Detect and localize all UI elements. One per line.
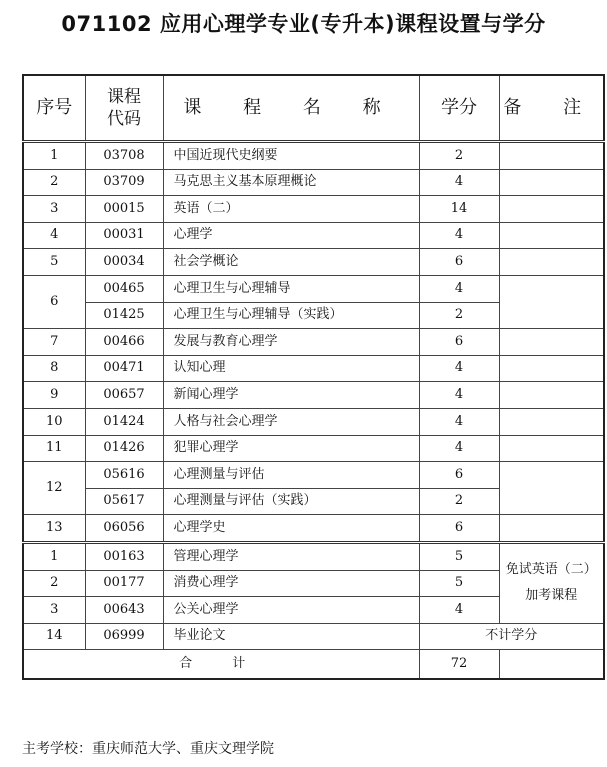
extra-credit: 4 xyxy=(419,597,499,624)
row-credit: 4 xyxy=(419,222,499,249)
row-credit: 4 xyxy=(419,169,499,196)
row-name: 心理学史 xyxy=(163,515,419,543)
extra-note: 免试英语（二）加考课程 xyxy=(499,542,604,623)
thesis-name: 毕业论文 xyxy=(163,623,419,650)
table-row xyxy=(23,382,604,409)
row-seq: 10 xyxy=(23,408,85,435)
row-note xyxy=(499,515,604,543)
row-credit: 4 xyxy=(419,382,499,409)
row-name: 社会学概论 xyxy=(163,249,419,276)
row-credit: 4 xyxy=(419,355,499,382)
row-name: 英语（二） xyxy=(163,196,419,223)
row-note xyxy=(499,142,604,170)
row-seq: 13 xyxy=(23,515,85,543)
table-header-row xyxy=(23,75,604,142)
footer-exam-schools: 主考学校：重庆师范大学、重庆文理学院 xyxy=(22,741,274,757)
row-seq: 8 xyxy=(23,355,85,382)
row-seq: 1 xyxy=(23,142,85,170)
row-code: 00466 xyxy=(85,329,163,356)
row-credit: 2 xyxy=(419,488,499,515)
row-name: 新闻心理学 xyxy=(163,382,419,409)
total-row xyxy=(23,650,604,680)
extra-seq: 1 xyxy=(23,542,85,570)
row-code: 00465 xyxy=(85,275,163,302)
row-note xyxy=(499,222,604,249)
extra-name: 管理心理学 xyxy=(163,542,419,570)
page-title: 071102 应用心理学专业(专升本)课程设置与学分 xyxy=(61,12,546,36)
row-code: 00471 xyxy=(85,355,163,382)
row-credit: 4 xyxy=(419,435,499,462)
table-row xyxy=(23,169,604,196)
row-note xyxy=(499,169,604,196)
row-name: 心理测量与评估（实践） xyxy=(163,488,419,515)
thesis-credit-note: 不计学分 xyxy=(419,623,604,650)
header-credit: 学分 xyxy=(419,75,499,142)
extra-name: 公关心理学 xyxy=(163,597,419,624)
extra-code: 00163 xyxy=(85,542,163,570)
row-seq: 3 xyxy=(23,196,85,223)
header-note: 备 注 xyxy=(499,75,604,142)
row-code: 00657 xyxy=(85,382,163,409)
header-seq: 序号 xyxy=(23,75,85,142)
row-seq: 12 xyxy=(23,462,85,515)
row-seq: 2 xyxy=(23,169,85,196)
total-label: 合 计 xyxy=(23,650,419,680)
row-seq: 5 xyxy=(23,249,85,276)
table-row xyxy=(23,515,604,543)
row-name: 认知心理 xyxy=(163,355,419,382)
row-seq: 11 xyxy=(23,435,85,462)
table-row xyxy=(23,355,604,382)
table-row xyxy=(23,435,604,462)
extra-name: 消费心理学 xyxy=(163,570,419,597)
table-row xyxy=(23,249,604,276)
row-note xyxy=(499,329,604,356)
row-credit: 2 xyxy=(419,302,499,329)
row-seq: 6 xyxy=(23,275,85,328)
row-name: 人格与社会心理学 xyxy=(163,408,419,435)
row-note xyxy=(499,196,604,223)
row-credit: 14 xyxy=(419,196,499,223)
row-code: 05616 xyxy=(85,462,163,489)
row-note xyxy=(499,435,604,462)
extra-seq: 2 xyxy=(23,570,85,597)
row-code: 03709 xyxy=(85,169,163,196)
row-note xyxy=(499,382,604,409)
extra-credit: 5 xyxy=(419,542,499,570)
row-name: 心理测量与评估 xyxy=(163,462,419,489)
row-credit: 6 xyxy=(419,515,499,543)
table-row xyxy=(23,275,604,302)
header-code xyxy=(85,75,163,142)
row-note xyxy=(499,408,604,435)
thesis-seq: 14 xyxy=(23,623,85,650)
row-seq: 9 xyxy=(23,382,85,409)
row-code: 01425 xyxy=(85,302,163,329)
header-code-line1: 课程 xyxy=(107,86,141,107)
thesis-row xyxy=(23,623,604,650)
row-credit: 6 xyxy=(419,462,499,489)
row-note xyxy=(499,275,604,328)
row-code: 00031 xyxy=(85,222,163,249)
row-code: 01426 xyxy=(85,435,163,462)
course-table xyxy=(22,74,605,680)
row-credit: 2 xyxy=(419,142,499,170)
row-name: 心理卫生与心理辅导（实践） xyxy=(163,302,419,329)
total-value: 72 xyxy=(419,650,499,680)
row-note xyxy=(499,462,604,515)
row-code: 05617 xyxy=(85,488,163,515)
header-code-line2: 代码 xyxy=(107,109,141,129)
row-credit: 6 xyxy=(419,249,499,276)
extra-code: 00177 xyxy=(85,570,163,597)
table-row xyxy=(23,142,604,170)
row-credit: 4 xyxy=(419,408,499,435)
row-code: 03708 xyxy=(85,142,163,170)
table-row xyxy=(23,408,604,435)
row-note xyxy=(499,355,604,382)
row-seq: 4 xyxy=(23,222,85,249)
row-credit: 4 xyxy=(419,275,499,302)
row-code: 00015 xyxy=(85,196,163,223)
extra-seq: 3 xyxy=(23,597,85,624)
row-name: 犯罪心理学 xyxy=(163,435,419,462)
thesis-code: 06999 xyxy=(85,623,163,650)
row-seq: 7 xyxy=(23,329,85,356)
row-name: 心理卫生与心理辅导 xyxy=(163,275,419,302)
extra-credit: 5 xyxy=(419,570,499,597)
row-note xyxy=(499,249,604,276)
row-code: 00034 xyxy=(85,249,163,276)
row-name: 中国近现代史纲要 xyxy=(163,142,419,170)
header-name: 课 程 名 称 xyxy=(163,75,419,142)
row-code: 01424 xyxy=(85,408,163,435)
row-name: 马克思主义基本原理概论 xyxy=(163,169,419,196)
row-credit: 6 xyxy=(419,329,499,356)
total-note xyxy=(499,650,604,680)
row-code: 06056 xyxy=(85,515,163,543)
extra-code: 00643 xyxy=(85,597,163,624)
table-row xyxy=(23,329,604,356)
table-row xyxy=(23,196,604,223)
extra-row xyxy=(23,542,604,570)
row-name: 心理学 xyxy=(163,222,419,249)
table-row xyxy=(23,462,604,489)
table-row xyxy=(23,222,604,249)
row-name: 发展与教育心理学 xyxy=(163,329,419,356)
